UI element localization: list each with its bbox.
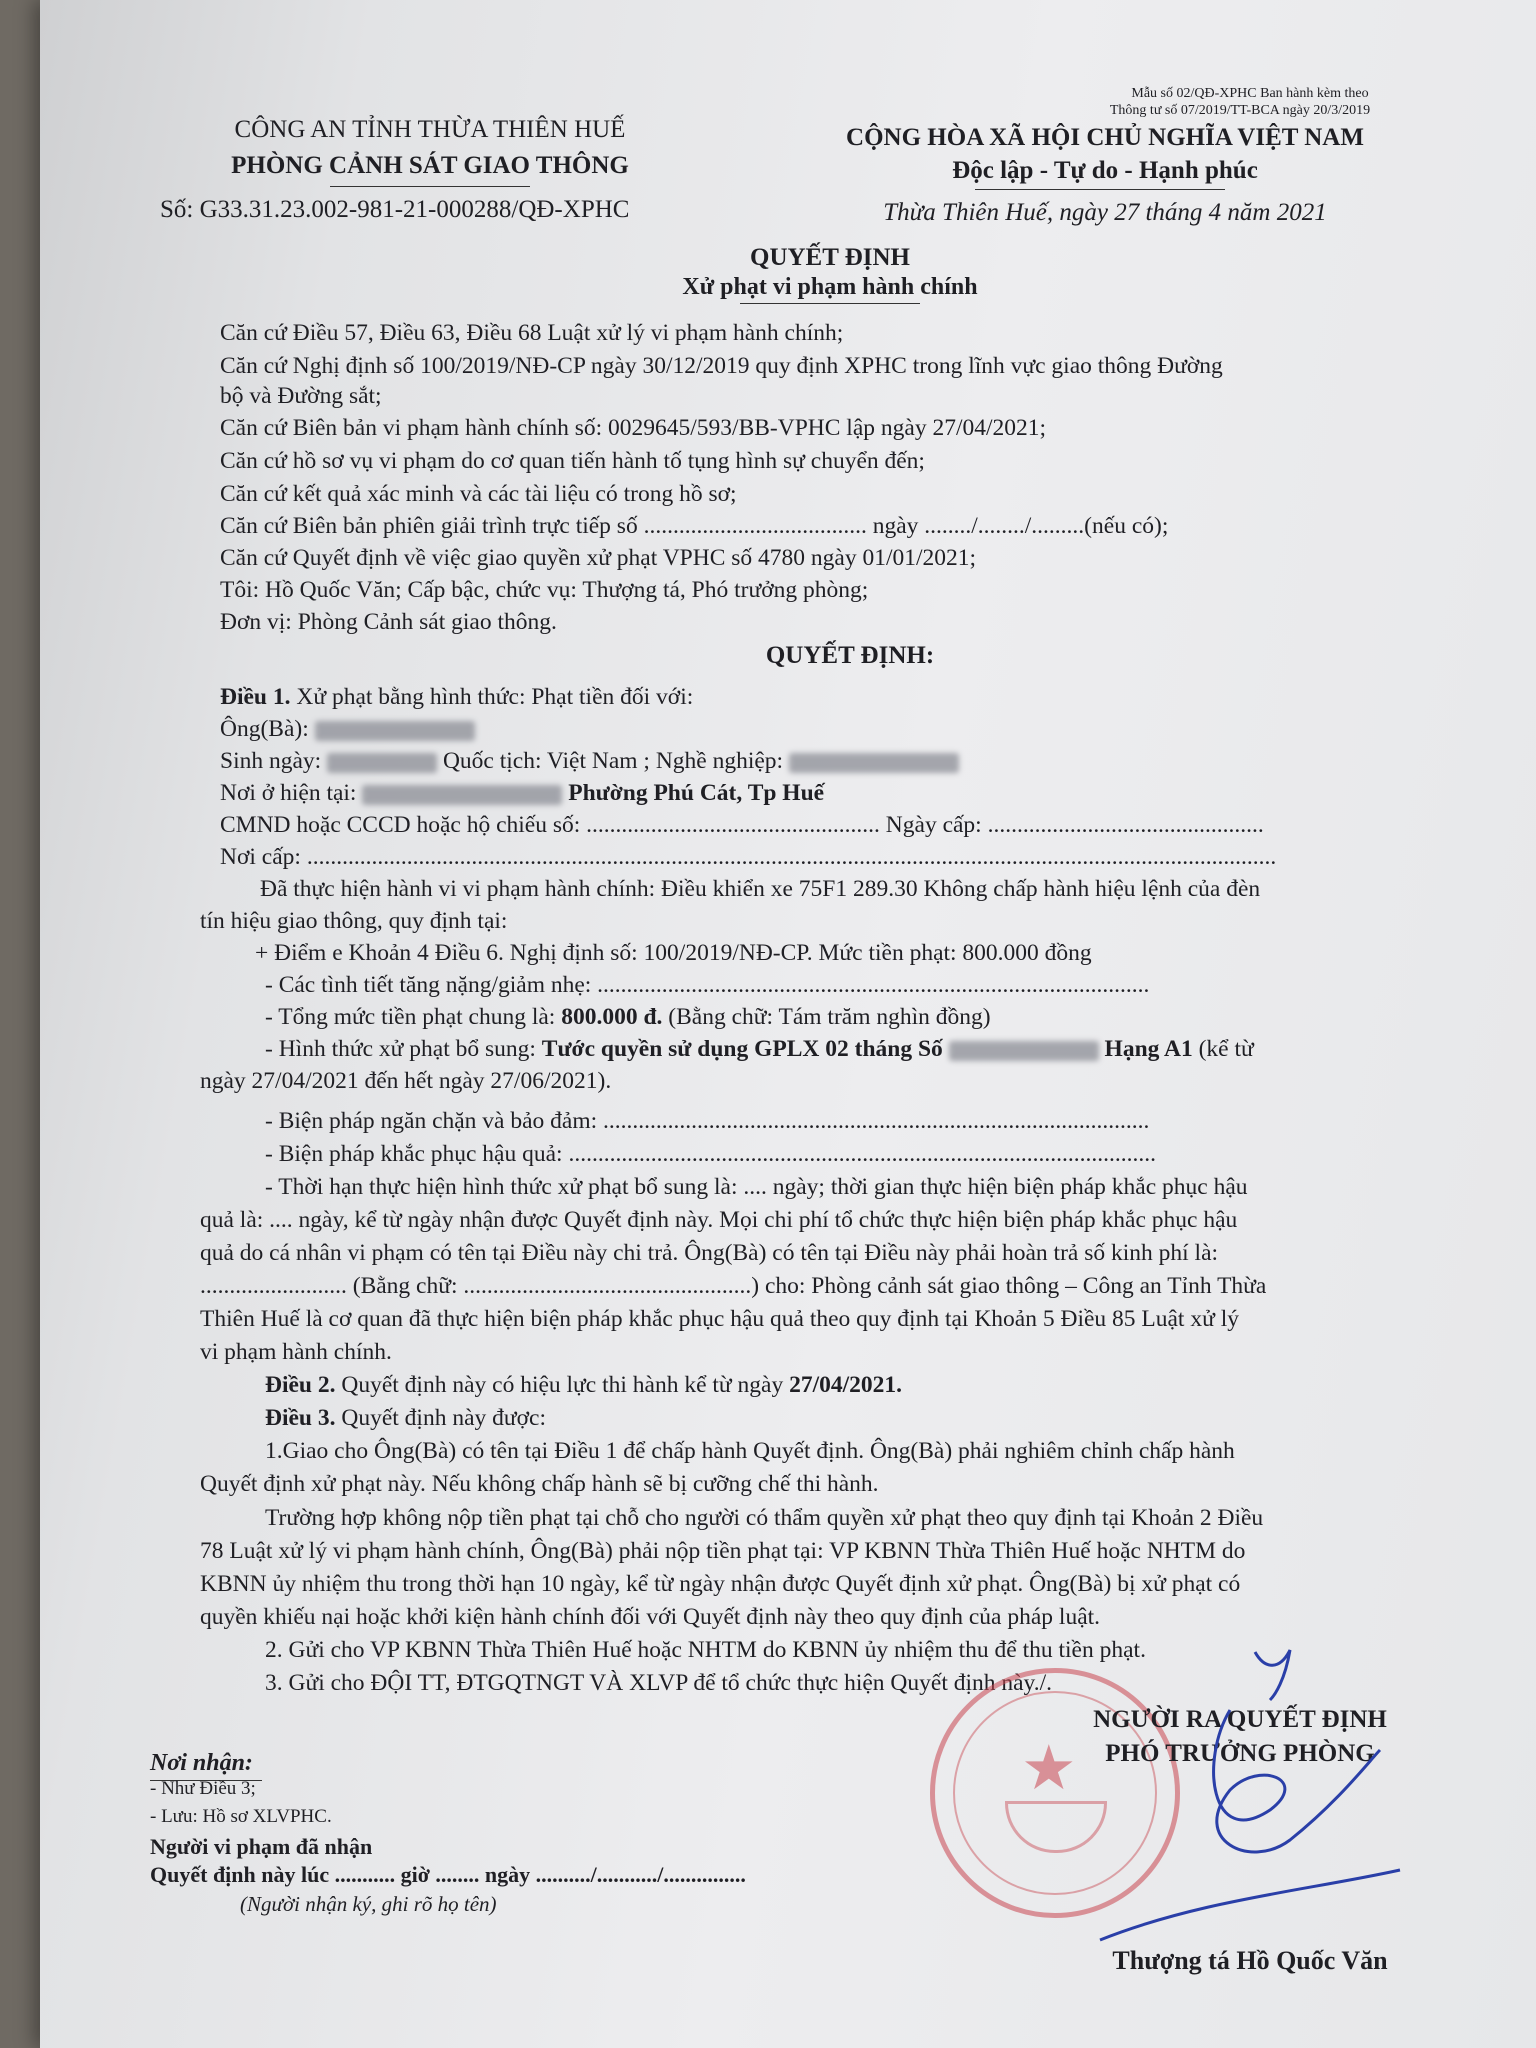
redacted-dob [327, 753, 437, 773]
signer-role-2: PHÓ TRƯỞNG PHÒNG [1105, 1740, 1375, 1767]
article3-send-team: 3. Gửi cho ĐỘI TT, ĐTGQTNGT VÀ XLVP để tổ chức thực hiện Quyết định này./. [265, 1670, 1053, 1696]
decision-heading: QUYẾT ĐỊNH: [765, 642, 935, 669]
redacted-name [315, 721, 475, 741]
violation-line-2: tín hiệu giao thông, quy định tại: [200, 908, 508, 934]
total-fine-label: - Tổng mức tiền phạt chung là: [265, 1004, 556, 1030]
article2 [265, 1370, 902, 1401]
basis-6: Căn cứ Biên bản phiên giải trình trực tiếp số ...................................... ngày ......../......../.........(nếu có); [220, 513, 1169, 539]
basis-7: Căn cứ Quyết định về việc giao quyền xử phạt VPHC số 4780 ngày 01/01/2021; [220, 545, 977, 571]
id-line: CMND hoặc CCCD hoặc hộ chiếu số: .................................................. Ngày cấp: ............................................... [220, 812, 1264, 838]
deadline-line-3: quả do cá nhân vi phạm có tên tại Điều này chi trả. Ông(Bà) có tên tại Điều này phải hoàn trả số kinh phí là: [200, 1240, 1219, 1266]
article3-p2-line3: KBNN ủy nhiệm thu trong thời hạn 10 ngày, kể từ ngày nhận được Quyết định xử phạt. Ông(Bà) bị xử phạt có [200, 1571, 1241, 1597]
legal-clause: + Điểm e Khoản 4 Điều 6. Nghị định số: 100/2019/NĐ-CP. Mức tiền phạt: 800.000 đồng [255, 940, 1092, 966]
remedy-measures-line: - Biện pháp khắc phục hậu quả: .................................................................................................... [265, 1141, 1156, 1167]
place-date: Thừa Thiên Huế, ngày 27 tháng 4 năm 2021 [883, 199, 1327, 226]
receipt-line-2: Quyết định này lúc ........... giờ ........ ngày ........../.........../............... [150, 1862, 746, 1887]
dob-label: Sinh ngày: [220, 748, 322, 774]
extra-penalty-period: ngày 27/04/2021 đến hết ngày 27/06/2021). [200, 1068, 612, 1094]
header-rule-right [975, 189, 1225, 190]
basis-8: Tôi: Hồ Quốc Văn; Cấp bậc, chức vụ: Thượng tá, Phó trưởng phòng; [220, 577, 869, 603]
basis-3: Căn cứ Biên bản vi phạm hành chính số: 0029645/593/BB-VPHC lập ngày 27/04/2021; [220, 415, 1047, 441]
deadline-line-1: - Thời hạn thực hiện hình thức xử phạt bổ sung là: .... ngày; thời gian thực hiện biện pháp khắc phục hậu [265, 1174, 1248, 1200]
seal-star-icon: ★ [1021, 1735, 1077, 1803]
recipients-label: Nơi nhận: [150, 1750, 253, 1776]
license-class: Hạng A1 [1104, 1036, 1193, 1062]
nation-name: CỘNG HÒA XÃ HỘI CHỦ NGHĨA VIỆT NAM [846, 124, 1364, 151]
title-rule [740, 303, 920, 304]
article3-p2-line2: 78 Luật xử lý vi phạm hành chính, Ông(Bà) phải nộp tiền phạt tại: VP KBNN Thừa Thiên Huế hoặc NHTM do [200, 1538, 1246, 1564]
extra-penalty-value: Tước quyền sử dụng GPLX 02 tháng Số [541, 1036, 943, 1062]
circumstances-line: - Các tình tiết tăng nặng/giảm nhẹ: .............................................................................................. [265, 972, 1150, 998]
address-label: Nơi ở hiện tại: [220, 780, 357, 806]
extra-penalty-label: - Hình thức xử phạt bổ sung: [265, 1036, 536, 1062]
extra-penalty-tail: (kể từ [1198, 1036, 1254, 1062]
nationality-occupation: Quốc tịch: Việt Nam ; Nghề nghiệp: [442, 748, 784, 774]
basis-4: Căn cứ hồ sơ vụ vi phạm do cơ quan tiến hành tố tụng hình sự chuyển đến; [220, 448, 925, 474]
document-title: QUYẾT ĐỊNH [750, 244, 910, 271]
article2-label: Điều 2. [265, 1372, 336, 1398]
article1-intro-text: Xử phạt bằng hình thức: Phạt tiền đối với: [296, 684, 694, 710]
address-value: Phường Phú Cát, Tp Huế [568, 780, 825, 806]
recipient-2: - Lưu: Hồ sơ XLVPHC. [150, 1806, 332, 1827]
article1-intro [220, 682, 693, 713]
receipt-note: (Người nhận ký, ghi rõ họ tên) [240, 1892, 497, 1916]
offender-address-line [220, 778, 824, 809]
deadline-line-2: quả là: .... ngày, kể từ ngày nhận được Quyết định này. Mọi chi phí tổ chức thực hiện biện pháp khắc phục hậu [200, 1207, 1238, 1233]
prevent-measures-line: - Biện pháp ngăn chặn và bảo đảm: ............................................................................................. [265, 1108, 1150, 1134]
deadline-line-6: vi phạm hành chính. [200, 1339, 392, 1365]
article3-text: Quyết định này được: [341, 1405, 547, 1431]
total-fine-line [265, 1002, 991, 1033]
redacted-license-number [949, 1041, 1099, 1061]
article3-p2-line1: Trường hợp không nộp tiền phạt tại chỗ cho người có thẩm quyền xử phạt theo quy định tại Khoản 2 Điều [265, 1505, 1264, 1531]
offender-dob-line [220, 746, 959, 777]
basis-2-cont: bộ và Đường sắt; [220, 383, 382, 409]
article3-p1-line2: Quyết định xử phạt này. Nếu không chấp hành sẽ bị cưỡng chế thi hành. [200, 1471, 879, 1497]
deadline-line-5: Thiên Huế là cơ quan đã thực hiện biện pháp khắc phục hậu quả theo quy định tại Khoản 5 Điều 85 Luật xử lý [200, 1306, 1239, 1332]
article2-date: 27/04/2021. [789, 1372, 903, 1398]
deadline-line-4: ......................... (Bằng chữ: .................................................) cho: Phòng cảnh sát giao thông – Công an Tỉnh Thừa [200, 1273, 1267, 1299]
basis-2: Căn cứ Nghị định số 100/2019/NĐ-CP ngày 30/12/2019 quy định XPHC trong lĩnh vực giao thông Đường [220, 353, 1223, 379]
article1-label: Điều 1. [220, 684, 291, 710]
offender-name-label: Ông(Bà): [220, 716, 309, 742]
basis-9: Đơn vị: Phòng Cảnh sát giao thông. [220, 609, 557, 635]
recipient-1: - Như Điều 3; [150, 1778, 256, 1799]
extra-penalty-line [265, 1034, 1254, 1065]
form-note-1: Mẫu số 02/QĐ-XPHC Ban hành kèm theo [1131, 86, 1369, 101]
redacted-occupation [789, 753, 959, 773]
receipt-line-1: Người vi phạm đã nhận [150, 1834, 373, 1859]
total-fine-amount: 800.000 đ. [561, 1004, 663, 1030]
nation-motto: Độc lập - Tự do - Hạnh phúc [952, 157, 1258, 184]
issued-place-line: Nơi cấp: ..................................................................................................................................................................... [220, 844, 1277, 870]
form-note-2: Thông tư số 07/2019/TT-BCA ngày 20/3/2019 [1109, 103, 1371, 118]
total-fine-words: (Bằng chữ: Tám trăm nghìn đồng) [668, 1004, 991, 1030]
document-subtitle: Xử phạt vi phạm hành chính [682, 274, 978, 300]
article3-send-kbnn: 2. Gửi cho VP KBNN Thừa Thiên Huế hoặc NHTM do KBNN ủy nhiệm thu để thu tiền phạt. [265, 1637, 1146, 1663]
handwritten-signature-icon [1080, 1640, 1410, 1960]
basis-5: Căn cứ kết quả xác minh và các tài liệu có trong hồ sơ; [220, 481, 737, 507]
decision-number: Số: G33.31.23.002-981-21-000288/QĐ-XPHC [160, 196, 630, 223]
signer-role-1: NGƯỜI RA QUYẾT ĐỊNH [1093, 1706, 1387, 1733]
article3-label: Điều 3. [265, 1405, 336, 1431]
header-rule-left [330, 186, 530, 187]
article3-p2-line4: quyền khiếu nại hoặc khởi kiện hành chính đối với Quyết định này theo quy định của pháp luật. [200, 1604, 1101, 1630]
violation-line-1: Đã thực hiện hành vi vi phạm hành chính: Điều khiển xe 75F1 289.30 Không chấp hành hiệu lệnh của đèn [260, 876, 1261, 902]
article3-p1-line1: 1.Giao cho Ông(Bà) có tên tại Điều 1 để chấp hành Quyết định. Ông(Bà) phải nghiêm chỉnh chấp hành [265, 1438, 1235, 1464]
department-name: PHÒNG CẢNH SÁT GIAO THÔNG [231, 152, 629, 179]
offender-name-line [220, 714, 475, 745]
signer-name: Thượng tá Hồ Quốc Văn [1112, 1946, 1388, 1975]
agency-name: CÔNG AN TỈNH THỪA THIÊN HUẾ [234, 116, 626, 143]
basis-1: Căn cứ Điều 57, Điều 63, Điều 68 Luật xử lý vi phạm hành chính; [220, 320, 844, 346]
article2-text: Quyết định này có hiệu lực thi hành kể từ ngày [341, 1372, 784, 1398]
document-page [40, 0, 1536, 2048]
redacted-address [362, 785, 562, 805]
article3-heading [265, 1403, 546, 1434]
